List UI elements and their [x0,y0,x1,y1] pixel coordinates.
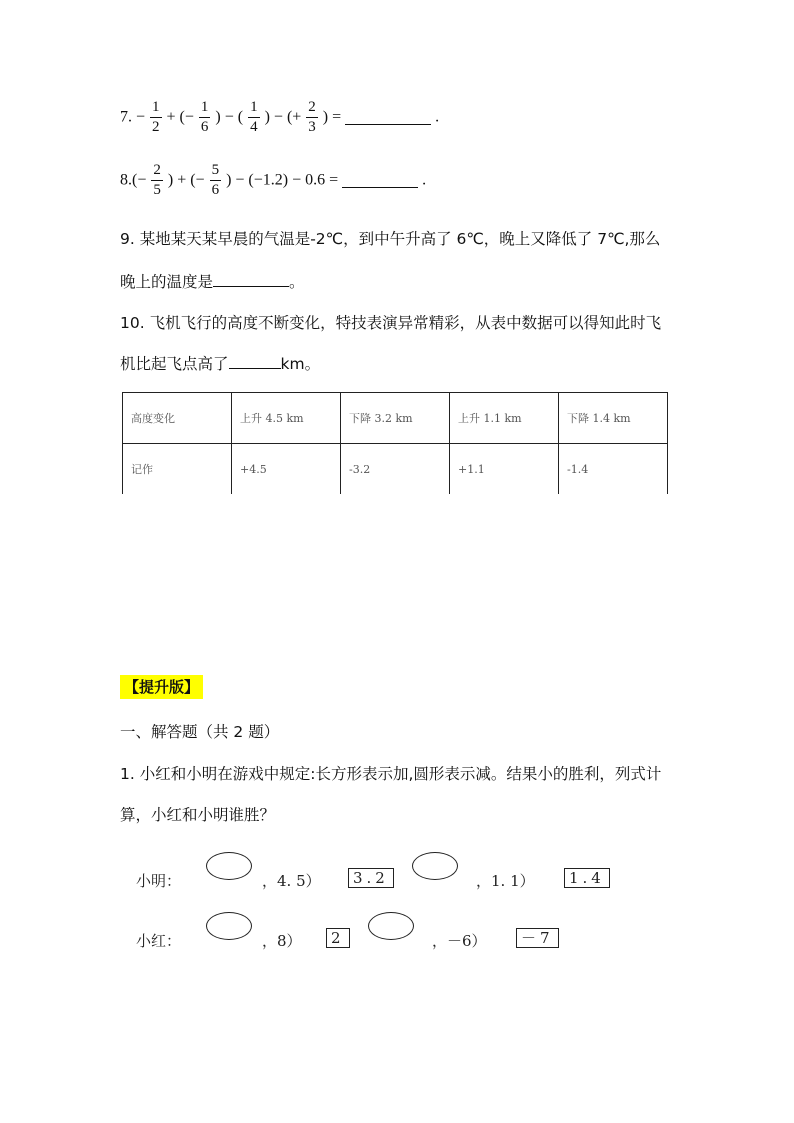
table-cell: 下降 3.2 km [341,393,450,444]
section-heading: 一、解答题（共 2 题） [120,723,280,741]
question-9-line-1: 9. 某地某天某早晨的气温是-2℃，到中午升高了 6℃，晚上又降低了 7℃,那么 [120,230,661,248]
problem-1-line-1: 1. 小红和小明在游戏中规定:长方形表示加,圆形表示减。结果小的胜利，列式计 [120,765,662,783]
table-cell: 下降 1.4 km [559,393,668,444]
rectangle-shape: 1.4 [564,868,610,888]
q7-sign: − [136,108,146,126]
q7-number: 7. [120,108,132,126]
circle-shape [368,912,414,940]
table-cell: +4.5 [232,444,341,495]
table-cell: -1.4 [559,444,668,495]
question-9-line-2: 晚上的温度是 。 [120,273,305,291]
circle-shape [206,852,252,880]
q9-answer-blank[interactable] [213,272,289,287]
circle-shape [412,852,458,880]
question-7: 7. − $\frac{1}{2}$ + (− $\frac{1}{6}$ ) − ( $\frac{1}{4}$ ) − (+ $\frac{2}{3}$ ) = . [120,99,440,135]
q7-answer-blank[interactable] [345,110,431,125]
rectangle-shape: －7 [516,928,559,948]
question-10-line-2: 机比起飞点高了 km。 [120,355,321,373]
question-10-line-1: 10. 飞机飞行的高度不断变化，特技表演异常精彩，从表中数据可以得知此时飞 [120,314,662,332]
q8-answer-blank[interactable] [342,173,418,188]
altitude-table [122,392,668,494]
question-8: 8.(− $\frac{2}{5}$ ) + (− $\frac{5}{6}$ ) − (−1.2) − 0.6 = . [120,162,427,198]
rectangle-shape: 3.2 [348,868,394,888]
table-cell: 上升 4.5 km [232,393,341,444]
q7-fraction-1: $\frac{1}{2}$ [152,99,160,135]
q7-fraction-2: $\frac{1}{6}$ [200,99,209,135]
q8-fraction-1: $\frac{2}{5}$ [153,162,161,198]
table-cell: 记作 [123,444,232,495]
q7-fraction-3: $\frac{1}{4}$ [250,99,258,135]
table-cell: -3.2 [341,444,450,495]
problem-1-line-2: 算，小红和小明谁胜？ [120,806,276,824]
table-row [123,444,668,495]
q10-answer-blank[interactable] [229,354,281,369]
table-cell: +1.1 [450,444,559,495]
xiaoming-label: 小明： [136,872,182,890]
circle-shape [206,912,252,940]
rectangle-shape: 2 [326,928,350,948]
q8-fraction-2: $\frac{5}{6}$ [211,162,220,198]
table-cell: 上升 1.1 km [450,393,559,444]
q7-fraction-4: $\frac{2}{3}$ [308,99,316,135]
table-cell: 高度变化 [123,393,232,444]
xiaohong-label: 小红： [136,932,182,950]
advanced-tag: 【提升版】 [120,676,203,697]
q8-number: 8.(− [120,171,147,189]
table-row [123,393,668,444]
